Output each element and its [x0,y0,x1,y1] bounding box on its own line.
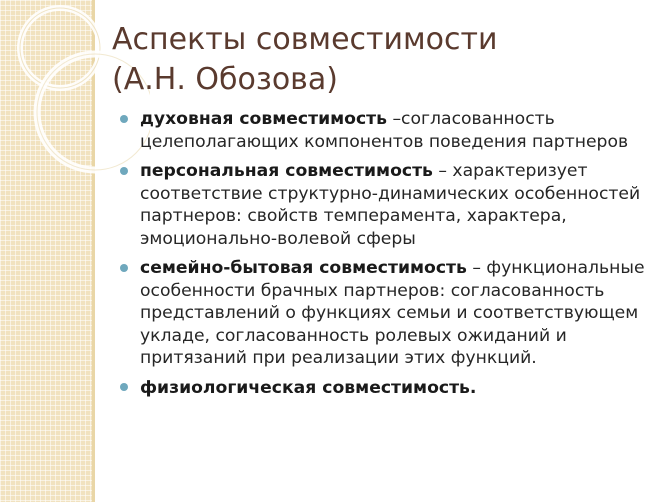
title-line-1: Аспекты совместимости [112,22,498,57]
item-description: –согласованность целеполагающих компонентов поведения партнеров [140,109,629,152]
list-item [118,160,658,250]
bullet-icon [120,167,128,175]
item-description: – характеризует соответствие структурно-динамических особенностей партнеров: свойств темперамента, характера, эмоционально-волевой сферы [140,161,641,249]
item-description: – функциональные особенности брачных партнеров: согласованность представлений о функциях семьи и соответствующем укладе, согласованность ролевых ожиданий и притязаний при реализации этих функций. [140,258,645,368]
title-line-2: (А.Н. Обозова) [112,62,338,97]
item-term: семейно-бытовая совместимость [140,258,467,278]
bullet-icon [120,264,128,272]
list-item [118,257,658,370]
item-term: духовная совместимость [140,109,387,129]
item-term: физиологическая совместимость. [140,377,477,398]
list-item [118,377,658,400]
slide-title [112,20,652,100]
bullet-icon [120,115,128,123]
item-term: персональная совместимость [140,161,433,181]
bullet-list [118,108,658,406]
list-item [118,108,658,153]
bullet-icon [120,383,128,391]
